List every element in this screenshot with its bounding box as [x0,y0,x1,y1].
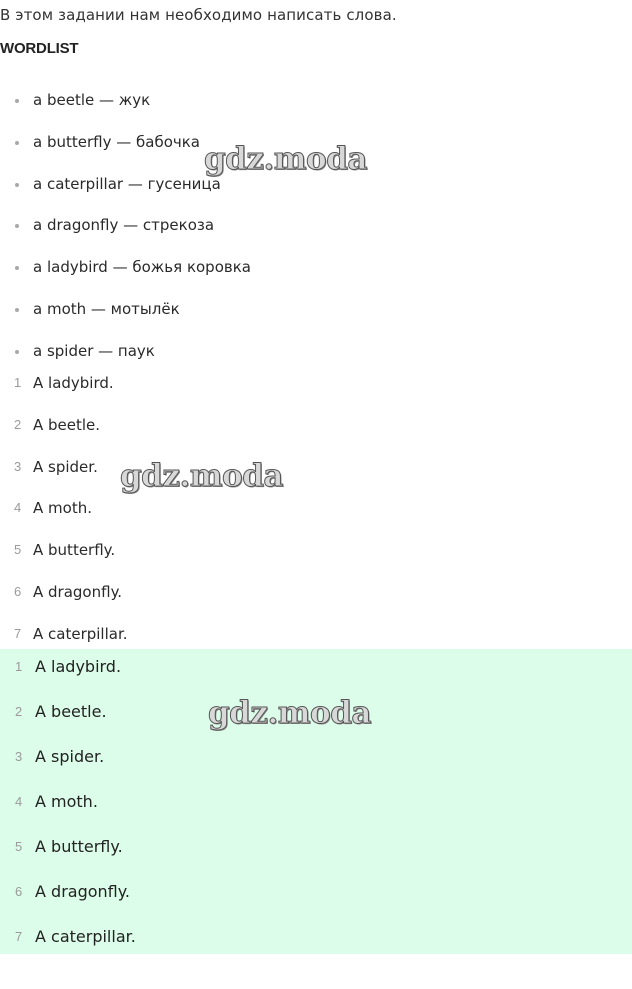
wordlist-item-text: a butterfly — бабочка [33,133,200,151]
bullet-icon [15,141,19,145]
bullet-icon [15,350,19,354]
item-text: A caterpillar. [33,625,128,643]
item-number: 5 [14,542,22,557]
wordlist-heading: WORDLIST [0,40,79,57]
item-number: 2 [14,417,22,432]
wordlist-item-text: a ladybird — божья коровка [33,258,251,276]
bullet-icon [15,266,19,270]
bullet-icon [15,99,19,103]
item-text: A dragonfly. [33,583,123,601]
answer-box [0,649,632,954]
watermark-logo: gdz.moda [204,141,367,177]
item-text: A moth. [35,792,98,811]
item-number: 7 [15,929,23,944]
item-number: 3 [15,749,23,764]
item-number: 6 [14,584,22,599]
item-text: A butterfly. [35,837,123,856]
item-text: A beetle. [33,416,101,434]
item-text: A spider. [35,747,105,766]
item-text: A beetle. [35,702,107,721]
bullet-icon [15,183,19,187]
item-text: A moth. [33,499,92,517]
watermark-logo: gdz.moda [120,458,283,494]
item-number: 4 [14,500,22,515]
item-number: 1 [15,659,23,674]
wordlist-item-text: a caterpillar — гусеница [33,175,221,193]
bullet-icon [15,224,19,228]
item-number: 3 [14,459,22,474]
intro-text: В этом задании нам необходимо написать слова. [0,6,397,24]
wordlist-item-text: a beetle — жук [33,91,151,109]
wordlist-item-text: a moth — мотылёк [33,300,180,318]
item-text: A caterpillar. [35,927,136,946]
bullet-icon [15,308,19,312]
item-text: A dragonfly. [35,882,131,901]
item-number: 5 [15,839,23,854]
wordlist-item-text: a spider — паук [33,342,155,360]
item-number: 1 [14,375,22,390]
wordlist-item-text: a dragonfly — стрекоза [33,216,215,234]
item-text: A butterfly. [33,541,116,559]
item-number: 6 [15,884,23,899]
item-text: A spider. [33,458,98,476]
item-number: 7 [14,626,22,641]
item-number: 4 [15,794,23,809]
item-number: 2 [15,704,23,719]
item-text: A ladybird. [33,374,114,392]
item-text: A ladybird. [35,657,122,676]
watermark-logo: gdz.moda [208,695,371,731]
